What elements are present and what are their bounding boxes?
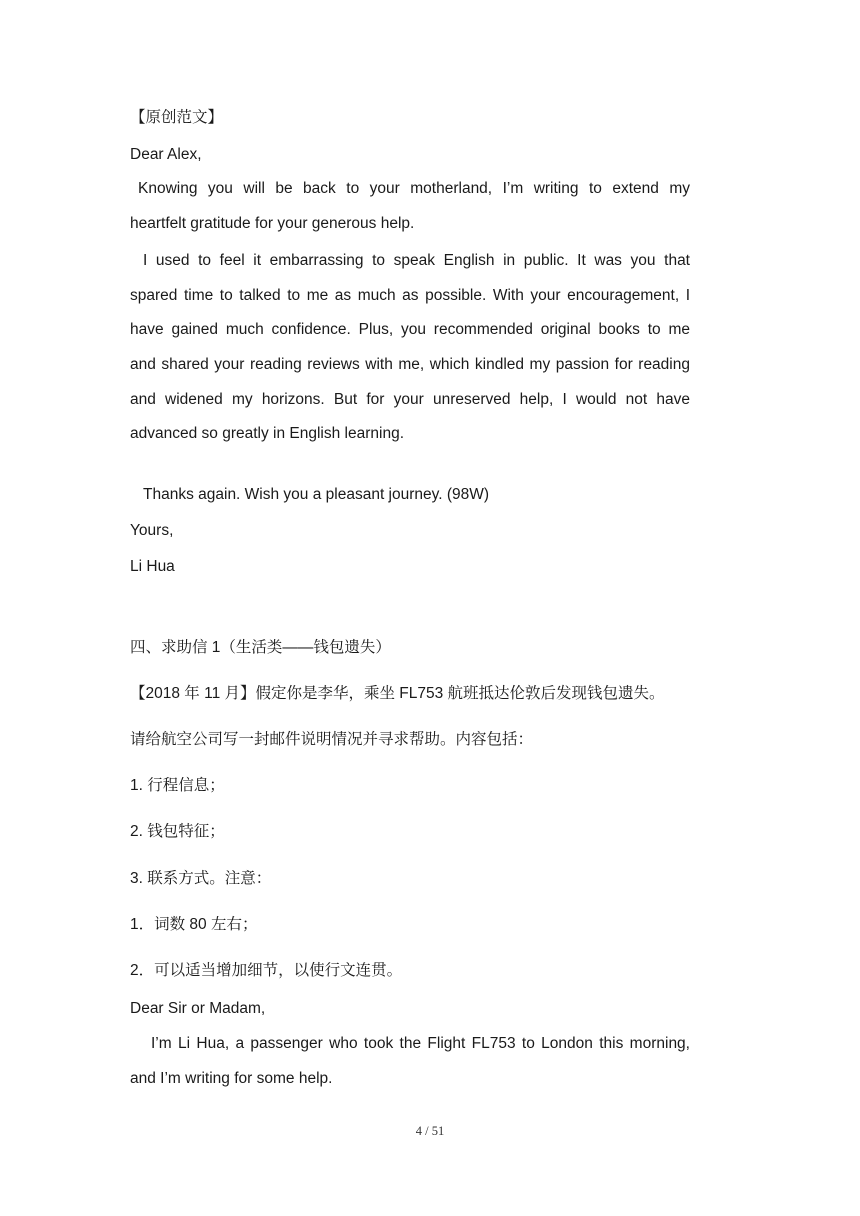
letter1-line-7: and widened my horizons. But for your unreserved help, I would not have: [130, 391, 690, 408]
section-heading: 【原创范文】: [130, 109, 224, 126]
page-number: 4 / 51: [415, 1124, 445, 1138]
task-item-1: 1. 行程信息；: [130, 777, 225, 794]
letter2-line-1: I’m Li Hua, a passenger who took the Flight FL753 to London this morning,: [151, 1035, 690, 1052]
letter1-line-4: spared time to talked to me as much as possible. With your encouragement, I: [130, 287, 690, 304]
letter1-line-1: Knowing you will be back to your motherland, I’m writing to extend my: [138, 180, 690, 197]
letter1-line-2: heartfelt gratitude for your generous help.: [130, 215, 415, 232]
letter1-closing-line: Thanks again. Wish you a pleasant journey. (98W): [143, 486, 490, 503]
task-prompt-line-1: 【2018 年 11 月】假定你是李华，乘坐 FL753 航班抵达伦敦后发现钱包遗失。: [130, 685, 665, 702]
task-note-1: 1．词数 80 左右；: [130, 916, 258, 933]
letter1-signoff: Yours,: [130, 522, 174, 539]
letter2-salutation: Dear Sir or Madam,: [130, 1000, 266, 1017]
letter1-salutation: Dear Alex,: [130, 146, 202, 163]
task-note-2: 2．可以适当增加细节，以使行文连贯。: [130, 962, 403, 979]
letter1-signature: Li Hua: [130, 558, 175, 575]
letter1-line-5: have gained much confidence. Plus, you recommended original books to me: [130, 321, 690, 338]
task-item-3: 3. 联系方式。注意：: [130, 870, 272, 887]
letter1-line-8: advanced so greatly in English learning.: [130, 425, 405, 442]
letter1-line-3: I used to feel it embarrassing to speak English in public. It was you that: [143, 252, 690, 269]
letter1-line-6: and shared your reading reviews with me, which kindled my passion for reading: [130, 356, 690, 373]
letter2-line-2: and I’m writing for some help.: [130, 1070, 333, 1087]
task-title: 四、求助信 1（生活类——钱包遗失）: [130, 639, 391, 656]
task-item-2: 2. 钱包特征；: [130, 823, 225, 840]
task-prompt-line-2: 请给航空公司写一封邮件说明情况并寻求帮助。内容包括：: [130, 731, 534, 748]
